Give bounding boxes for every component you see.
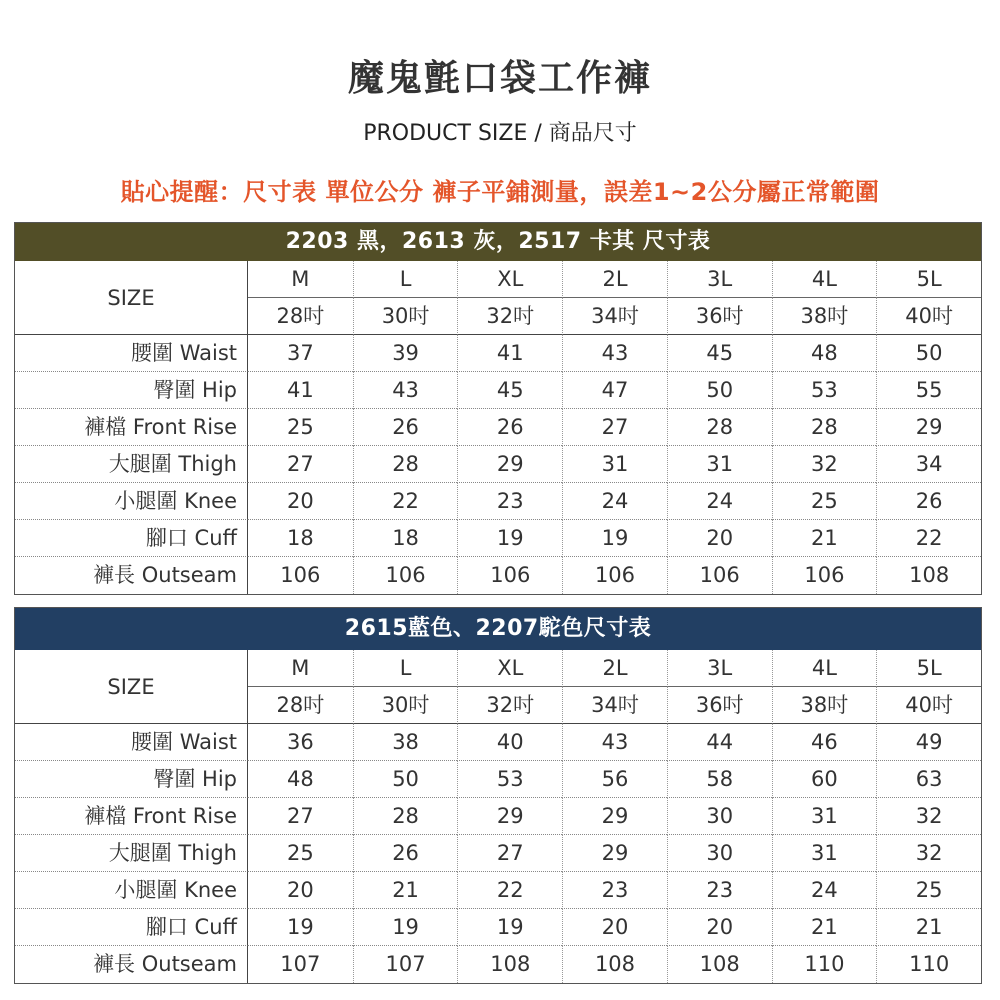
measurement-value: 44: [667, 724, 772, 761]
measurement-value: 39: [353, 335, 458, 372]
measurement-value: 19: [562, 520, 667, 557]
size-table-heading: 2615藍色、2207駝色尺寸表: [15, 608, 981, 650]
waist-inch-header: 28吋: [248, 298, 353, 335]
size-header: 5L: [876, 261, 981, 298]
measurement-value: 23: [457, 483, 562, 520]
size-header: 5L: [876, 650, 981, 687]
measurement-value: 53: [457, 761, 562, 798]
measurement-value: 55: [876, 372, 981, 409]
measurement-value: 60: [772, 761, 877, 798]
measurement-value: 37: [248, 335, 353, 372]
measurement-value: 25: [772, 483, 877, 520]
measurement-value: 47: [562, 372, 667, 409]
measurement-value: 23: [667, 872, 772, 909]
size-header: 3L: [667, 650, 772, 687]
size-header: M: [248, 261, 353, 298]
waist-inch-header: 30吋: [353, 687, 458, 724]
waist-inch-header: 38吋: [772, 687, 877, 724]
measurement-value: 108: [667, 946, 772, 983]
waist-inch-header: 40吋: [876, 687, 981, 724]
measurement-value: 106: [280, 563, 321, 587]
page-subtitle: PRODUCT SIZE / 商品尺寸: [363, 121, 637, 146]
size-header: XL: [457, 650, 562, 687]
measurement-value: 106: [457, 557, 562, 594]
measurement-label: 腳口 Cuff: [15, 909, 248, 946]
measurement-value: 56: [562, 761, 667, 798]
measurement-value: 30: [667, 798, 772, 835]
measurement-value: 20: [667, 909, 772, 946]
measurement-value: 41: [248, 372, 353, 409]
measurement-value: 110: [876, 946, 981, 983]
measurement-value: 108: [562, 946, 667, 983]
measurement-label: 褲檔 Front Rise: [15, 409, 248, 446]
measurement-value: 28: [353, 798, 458, 835]
measurement-value: 106: [667, 557, 772, 594]
measurement-value: 32: [876, 798, 981, 835]
measurement-value: 45: [667, 335, 772, 372]
measurement-value: 20: [248, 872, 353, 909]
measurement-value: 28: [667, 409, 772, 446]
waist-inch-header: 36吋: [667, 687, 772, 724]
waist-inch-header: 30吋: [353, 298, 458, 335]
size-table-2: [14, 607, 982, 984]
size-table-grid: [15, 650, 981, 983]
measurement-value: 106: [772, 557, 877, 594]
measurement-value: 32: [876, 835, 981, 872]
waist-inch-header: 34吋: [562, 298, 667, 335]
size-header: L: [353, 261, 458, 298]
measurement-value: 31: [772, 798, 877, 835]
measurement-value: 19: [457, 909, 562, 946]
measurement-value: 23: [562, 872, 667, 909]
measurement-value: 108: [876, 557, 981, 594]
measurement-value: 40: [457, 724, 562, 761]
measurement-value: 27: [562, 409, 667, 446]
measurement-value: 26: [353, 409, 458, 446]
measurement-value: 27: [457, 835, 562, 872]
measurement-value: 107: [353, 946, 458, 983]
measurement-value: 46: [772, 724, 877, 761]
measurement-label: 小腿圍 Knee: [15, 872, 248, 909]
measurement-value: 22: [876, 520, 981, 557]
waist-inch-header: 38吋: [772, 298, 877, 335]
measurement-value: 19: [353, 909, 458, 946]
measurement-value: 50: [876, 335, 981, 372]
measurement-value: 50: [667, 372, 772, 409]
measurement-value: 36: [248, 724, 353, 761]
measurement-value: 21: [876, 909, 981, 946]
measurement-value: 27: [248, 798, 353, 835]
measurement-value: 34: [876, 446, 981, 483]
measurement-value: 31: [667, 446, 772, 483]
measurement-value: 25: [248, 835, 353, 872]
measurement-value: 19: [248, 909, 353, 946]
measurement-value: 21: [353, 872, 458, 909]
measurement-value: 48: [248, 761, 353, 798]
measurement-value: 30: [667, 835, 772, 872]
measurement-value: 32: [772, 446, 877, 483]
measurement-value: 43: [562, 724, 667, 761]
measurement-value: 29: [562, 835, 667, 872]
measurement-value: 20: [248, 483, 353, 520]
measurement-value: 19: [457, 520, 562, 557]
measurement-value: 53: [772, 372, 877, 409]
measurement-value: 49: [876, 724, 981, 761]
size-column-label: SIZE: [15, 650, 248, 724]
measurement-value: 28: [772, 409, 877, 446]
size-table-grid: [15, 261, 981, 594]
measurement-label: 大腿圍 Thigh: [15, 835, 248, 872]
measurement-value: 108: [457, 946, 562, 983]
measurement-value: 18: [248, 520, 353, 557]
size-header: M: [248, 650, 353, 687]
measurement-value: 27: [248, 446, 353, 483]
measurement-value: 31: [772, 835, 877, 872]
measurement-notice: 貼心提醒：尺寸表 單位公分 褲子平鋪測量，誤差1~2公分屬正常範圍: [120, 178, 880, 206]
measurement-value: 22: [457, 872, 562, 909]
waist-inch-header: 34吋: [562, 687, 667, 724]
measurement-value: 26: [457, 409, 562, 446]
measurement-label: 小腿圍 Knee: [15, 483, 248, 520]
measurement-value: 45: [457, 372, 562, 409]
measurement-value: 24: [772, 872, 877, 909]
page-title: 魔鬼氈口袋工作褲: [347, 58, 652, 99]
measurement-label: 腳口 Cuff: [15, 520, 248, 557]
measurement-value: 20: [667, 520, 772, 557]
measurement-label: 大腿圍 Thigh: [15, 446, 248, 483]
measurement-value: 29: [562, 798, 667, 835]
measurement-value: 106: [562, 557, 667, 594]
size-header: 4L: [772, 650, 877, 687]
measurement-value: 31: [562, 446, 667, 483]
measurement-value: 107: [280, 952, 321, 976]
measurement-value: 106: [353, 557, 458, 594]
measurement-value: 25: [248, 409, 353, 446]
measurement-value: 29: [876, 409, 981, 446]
measurement-value: 29: [457, 798, 562, 835]
size-header: L: [353, 650, 458, 687]
measurement-value: 29: [457, 446, 562, 483]
measurement-value: 26: [353, 835, 458, 872]
measurement-label: 腰圍 Waist: [15, 724, 248, 761]
measurement-value: 110: [772, 946, 877, 983]
measurement-label: 褲長 Outseam: [15, 557, 248, 594]
size-column-label: SIZE: [15, 261, 248, 335]
measurement-value: 25: [876, 872, 981, 909]
size-table-heading: 2203 黑，2613 灰，2517 卡其 尺寸表: [15, 223, 981, 261]
size-table-1: [14, 222, 982, 595]
measurement-value: 24: [667, 483, 772, 520]
measurement-label: 褲檔 Front Rise: [15, 798, 248, 835]
waist-inch-header: 28吋: [248, 687, 353, 724]
size-header: XL: [457, 261, 562, 298]
measurement-label: 臀圍 Hip: [15, 761, 248, 798]
measurement-value: 21: [772, 520, 877, 557]
waist-inch-header: 36吋: [667, 298, 772, 335]
waist-inch-header: 32吋: [457, 298, 562, 335]
size-header: 2L: [562, 650, 667, 687]
waist-inch-header: 40吋: [876, 298, 981, 335]
measurement-value: 43: [562, 335, 667, 372]
size-header: 2L: [562, 261, 667, 298]
measurement-value: 20: [562, 909, 667, 946]
measurement-value: 48: [772, 335, 877, 372]
size-header: 3L: [667, 261, 772, 298]
measurement-value: 58: [667, 761, 772, 798]
measurement-value: 21: [772, 909, 877, 946]
measurement-value: 63: [876, 761, 981, 798]
measurement-value: 22: [353, 483, 458, 520]
measurement-label: 臀圍 Hip: [15, 372, 248, 409]
measurement-value: 24: [562, 483, 667, 520]
waist-inch-header: 32吋: [457, 687, 562, 724]
measurement-value: 28: [353, 446, 458, 483]
size-header: 4L: [772, 261, 877, 298]
measurement-value: 43: [353, 372, 458, 409]
measurement-value: 18: [353, 520, 458, 557]
measurement-label: 腰圍 Waist: [15, 335, 248, 372]
measurement-value: 41: [457, 335, 562, 372]
measurement-value: 26: [876, 483, 981, 520]
measurement-value: 50: [353, 761, 458, 798]
measurement-label: 褲長 Outseam: [15, 946, 248, 983]
measurement-value: 38: [353, 724, 458, 761]
